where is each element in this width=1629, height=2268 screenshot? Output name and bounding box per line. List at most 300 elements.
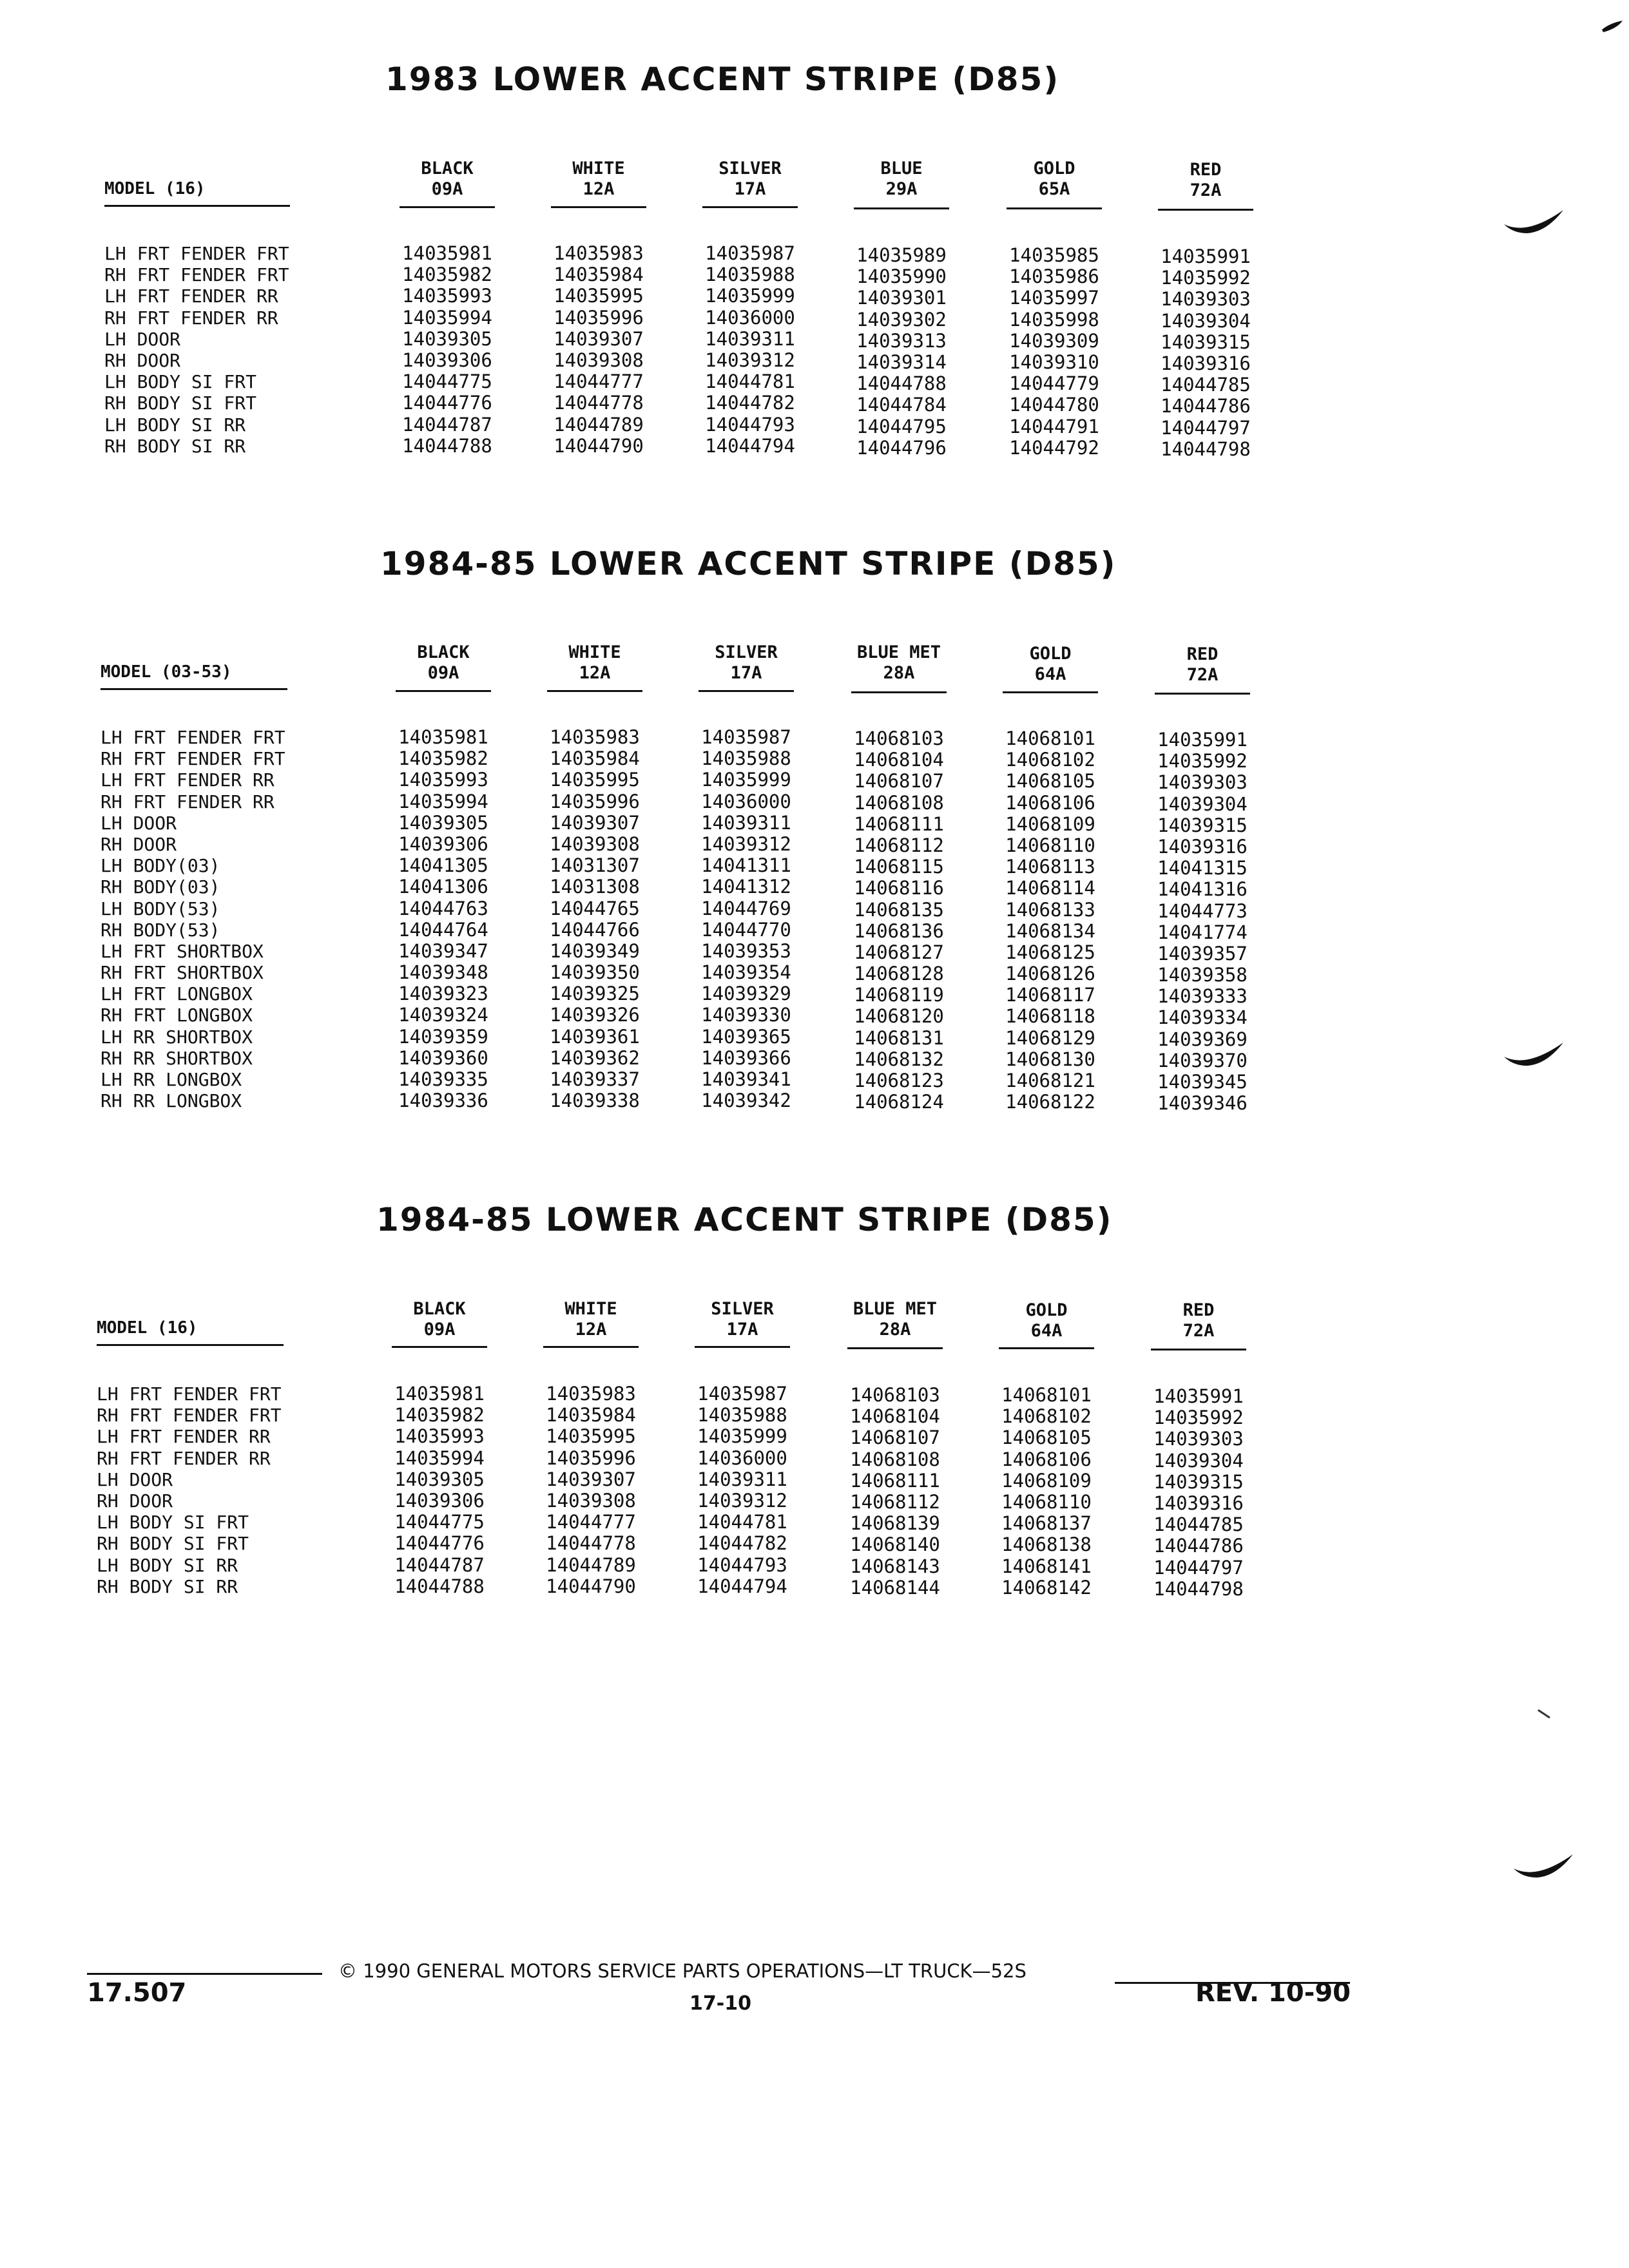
column-rule: [400, 206, 495, 208]
column-values-black: [383, 243, 512, 457]
part-number: 14039308: [550, 832, 640, 855]
part-number: 14044778: [554, 392, 644, 414]
part-number: 14068102: [1005, 749, 1095, 771]
part-number: 14039347: [398, 939, 488, 962]
part-number: 14068104: [850, 1405, 940, 1428]
row-label: RH FRT FENDER RR: [101, 791, 275, 812]
part-number: 14035992: [1161, 267, 1251, 289]
column-code: 29A: [885, 179, 918, 199]
column-values-silver: [678, 1383, 807, 1597]
row-label: RH FRT FENDER RR: [104, 307, 278, 329]
part-number: 14035989: [856, 244, 947, 266]
column-values-gold: [990, 245, 1119, 459]
column-rule: [851, 691, 947, 693]
part-number: 14039307: [554, 327, 644, 350]
part-number: 14044763: [398, 897, 488, 919]
row-label: LH FRT FENDER RR: [97, 1426, 271, 1448]
part-number: 14041312: [701, 876, 791, 898]
column-header-red: [1138, 644, 1267, 686]
part-number: 14044784: [856, 394, 947, 416]
column-code: 17A: [726, 1320, 758, 1340]
part-number: 14068130: [1005, 1048, 1095, 1070]
row-label: LH BODY(53): [101, 898, 220, 919]
part-number: 14039333: [1157, 985, 1248, 1008]
part-number: 14035999: [701, 769, 791, 791]
part-number: 14044765: [550, 897, 640, 919]
part-number: 14068135: [854, 898, 944, 921]
column-rule: [1155, 693, 1250, 695]
part-number: 14068101: [1005, 727, 1095, 749]
part-number: 14044793: [705, 413, 795, 436]
column-code: 64A: [1034, 664, 1066, 684]
part-number: 14035986: [1009, 265, 1099, 288]
part-number: 14035999: [697, 1425, 787, 1448]
part-number: 14035992: [1157, 750, 1248, 773]
footer-page-number: 17.507: [87, 1978, 187, 2008]
column-header-blue-met: [831, 1299, 959, 1340]
column-name: BLACK: [413, 1299, 466, 1319]
column-name: RED: [1190, 160, 1222, 180]
part-number: 14035983: [546, 1383, 636, 1405]
part-number: 14035993: [398, 769, 488, 791]
part-number: 14031308: [550, 876, 640, 898]
part-number: 14039308: [546, 1489, 636, 1512]
part-number: 14068127: [854, 941, 944, 963]
part-number: 14039354: [701, 961, 791, 984]
part-number: 14068116: [854, 877, 944, 899]
column-values-white: [526, 1383, 655, 1597]
punch-mark-3: [1511, 1850, 1576, 1883]
column-rule: [695, 1346, 790, 1348]
part-number: 14039369: [1157, 1028, 1248, 1050]
column-values-gold: [982, 1385, 1111, 1599]
part-number: 14039324: [398, 1004, 488, 1026]
column-name: GOLD: [1029, 644, 1072, 664]
row-label: LH BODY SI RR: [97, 1554, 238, 1576]
row-label: LH FRT SHORTBOX: [101, 940, 264, 962]
part-number: 14068111: [854, 812, 944, 835]
part-number: 14035982: [398, 747, 488, 770]
row-label: RH FRT FENDER FRT: [104, 264, 289, 286]
column-values-silver: [682, 727, 811, 1111]
part-number: 14044776: [394, 1532, 485, 1555]
part-number: 14068129: [1005, 1026, 1095, 1049]
part-number: 14035991: [1157, 729, 1248, 751]
part-number: 14035988: [701, 747, 791, 770]
part-number: 14044798: [1161, 437, 1251, 460]
column-rule: [999, 1347, 1094, 1349]
part-number: 14035995: [554, 285, 644, 307]
column-code: 72A: [1186, 665, 1219, 685]
part-number: 14068103: [850, 1384, 940, 1406]
part-number: 14044789: [554, 413, 644, 436]
column-rule: [854, 207, 949, 209]
model-header: MODEL (03-53): [101, 662, 232, 682]
part-number: 14035997: [1009, 287, 1099, 309]
row-label: LH RR LONGBOX: [101, 1069, 242, 1090]
part-number: 14068109: [1001, 1469, 1092, 1492]
row-label: LH FRT LONGBOX: [101, 983, 253, 1005]
column-header-blue: [837, 159, 966, 200]
column-name: BLUE: [880, 159, 923, 178]
column-header-black: [379, 642, 508, 684]
part-number: 14035981: [402, 242, 492, 264]
part-number: 14068102: [1001, 1405, 1092, 1428]
column-name: SILVER: [711, 1299, 774, 1319]
part-number: 14039307: [546, 1468, 636, 1490]
part-number: 14039306: [394, 1489, 485, 1512]
column-name: BLUE MET: [853, 1299, 938, 1319]
part-number: 14041774: [1157, 921, 1248, 943]
part-number: 14068125: [1005, 941, 1095, 963]
column-values-black: [379, 727, 508, 1111]
part-number: 14068111: [850, 1469, 940, 1492]
part-number: 14068143: [850, 1555, 940, 1577]
column-name: GOLD: [1033, 159, 1075, 178]
part-number: 14068137: [1001, 1512, 1092, 1535]
part-number: 14044764: [398, 918, 488, 941]
section-title: 1983 LOWER ACCENT STRIPE (D85): [385, 61, 1060, 98]
column-rule: [699, 690, 794, 692]
column-code: 12A: [579, 663, 611, 683]
row-label: LH FRT FENDER FRT: [101, 727, 285, 748]
part-number: 14044775: [394, 1511, 485, 1533]
column-header-silver: [678, 1299, 807, 1340]
part-number: 14044787: [394, 1553, 485, 1576]
column-name: BLACK: [421, 159, 474, 178]
part-number: 14039329: [701, 983, 791, 1005]
row-label: RH FRT SHORTBOX: [101, 962, 264, 984]
part-number: 14035984: [546, 1404, 636, 1427]
column-code: 72A: [1190, 180, 1222, 200]
part-number: 14035994: [402, 306, 492, 329]
row-label: RH DOOR: [101, 833, 177, 855]
part-number: 14039335: [398, 1068, 488, 1090]
column-header-blue-met: [834, 642, 963, 684]
column-values-red: [1134, 1386, 1263, 1600]
part-number: 14039305: [394, 1468, 485, 1490]
part-number: 14044787: [402, 413, 492, 436]
column-rule: [702, 206, 798, 208]
column-code: 17A: [730, 663, 762, 683]
part-number: 14044782: [697, 1532, 787, 1555]
row-label: LH FRT FENDER RR: [101, 769, 275, 791]
column-header-white: [534, 159, 663, 200]
column-rule: [551, 206, 646, 208]
column-code: 28A: [883, 663, 915, 683]
part-number: 14068139: [850, 1512, 940, 1535]
part-number: 14035983: [554, 242, 644, 264]
model-header-rule: [97, 1344, 284, 1346]
row-label: RH BODY SI RR: [104, 435, 246, 457]
column-values-blue: [837, 245, 966, 459]
part-number: 14068110: [1001, 1490, 1092, 1513]
part-number: 14035994: [394, 1446, 485, 1469]
part-number: 14035990: [856, 265, 947, 288]
column-values-blue-met: [831, 1385, 959, 1599]
part-number: 14068108: [850, 1448, 940, 1470]
model-header: MODEL (16): [104, 179, 206, 198]
part-number: 14044790: [554, 434, 644, 457]
column-rule: [847, 1347, 943, 1349]
part-number: 14036000: [701, 790, 791, 812]
column-header-red: [1141, 160, 1270, 201]
part-number: 14039323: [398, 983, 488, 1005]
part-number: 14039303: [1161, 288, 1251, 311]
column-code: 12A: [575, 1320, 607, 1340]
part-number: 14044795: [856, 415, 947, 437]
section-title: 1984-85 LOWER ACCENT STRIPE (D85): [380, 545, 1117, 582]
part-number: 14039337: [550, 1068, 640, 1090]
part-number: 14068109: [1005, 812, 1095, 835]
part-number: 14044778: [546, 1532, 636, 1555]
part-number: 14039304: [1161, 309, 1251, 332]
part-number: 14035995: [546, 1425, 636, 1448]
part-number: 14044777: [546, 1511, 636, 1533]
part-number: 14068141: [1001, 1555, 1092, 1577]
part-number: 14039370: [1157, 1049, 1248, 1072]
column-header-red: [1134, 1300, 1263, 1341]
column-name: WHITE: [564, 1299, 617, 1319]
column-values-silver: [686, 243, 815, 457]
part-number: 14044793: [697, 1553, 787, 1576]
part-number: 14044788: [402, 434, 492, 457]
section-title: 1984-85 LOWER ACCENT STRIPE (D85): [376, 1201, 1113, 1238]
part-number: 14044792: [1009, 436, 1099, 459]
part-number: 14039306: [398, 832, 488, 855]
column-code: 12A: [583, 179, 615, 199]
part-number: 14039304: [1153, 1449, 1244, 1472]
part-number: 14068113: [1005, 856, 1095, 878]
part-number: 14039341: [701, 1068, 791, 1090]
part-number: 14044780: [1009, 394, 1099, 416]
part-number: 14039304: [1157, 793, 1248, 815]
row-labels: [104, 243, 289, 457]
column-name: BLACK: [417, 642, 470, 662]
footer-copyright: © 1990 GENERAL MOTORS SERVICE PARTS OPERATIONS—LT TRUCK—52S: [338, 1960, 1027, 1982]
part-number: 14068128: [854, 963, 944, 985]
part-number: 14039303: [1157, 771, 1248, 794]
part-number: 14039311: [697, 1468, 787, 1490]
column-code: 09A: [427, 663, 459, 683]
part-number: 14035981: [394, 1383, 485, 1405]
part-number: 14035998: [1009, 308, 1099, 331]
column-rule: [1151, 1349, 1246, 1350]
part-number: 14039357: [1157, 942, 1248, 965]
column-code: 72A: [1182, 1321, 1215, 1341]
part-number: 14044777: [554, 370, 644, 393]
column-header-silver: [682, 642, 811, 684]
part-number: 14044791: [1009, 415, 1099, 437]
part-number: 14068107: [850, 1427, 940, 1449]
part-number: 14041316: [1157, 878, 1248, 901]
part-number: 14039309: [1009, 329, 1099, 352]
part-number: 14044769: [701, 897, 791, 919]
part-number: 14039349: [550, 939, 640, 962]
part-number: 14044785: [1161, 374, 1251, 396]
part-number: 14068120: [854, 1005, 944, 1028]
part-number: 14044785: [1153, 1514, 1244, 1536]
row-labels: [101, 727, 285, 1111]
footer-revision: REV. 10-90: [1195, 1978, 1351, 2008]
part-number: 14044790: [546, 1575, 636, 1597]
part-number: 14068104: [854, 749, 944, 771]
column-values-red: [1141, 246, 1270, 460]
column-rule: [1003, 691, 1098, 693]
part-number: 14039305: [398, 811, 488, 834]
part-number: 14039365: [701, 1025, 791, 1048]
part-number: 14035984: [550, 747, 640, 770]
part-number: 14035987: [697, 1383, 787, 1405]
row-label: LH DOOR: [101, 812, 177, 834]
part-number: 14044775: [402, 370, 492, 393]
row-label: LH FRT FENDER RR: [104, 285, 278, 307]
part-number: 14039316: [1161, 352, 1251, 374]
part-number: 14039361: [550, 1025, 640, 1048]
part-number: 14039310: [1009, 351, 1099, 373]
part-number: 14041306: [398, 876, 488, 898]
part-number: 14035988: [697, 1404, 787, 1427]
part-number: 14068114: [1005, 877, 1095, 899]
part-number: 14039313: [856, 329, 947, 352]
part-number: 14039316: [1157, 835, 1248, 858]
part-number: 14039311: [705, 327, 795, 350]
part-number: 14039308: [554, 349, 644, 371]
row-label: RH BODY(53): [101, 919, 220, 941]
part-number: 14039326: [550, 1004, 640, 1026]
row-label: RH FRT FENDER RR: [97, 1447, 271, 1469]
punch-mark-top-corner: [1601, 19, 1624, 35]
column-values-gold: [986, 728, 1115, 1113]
row-label: LH FRT FENDER FRT: [104, 243, 289, 264]
part-number: 14068123: [854, 1070, 944, 1091]
part-number: 14068112: [850, 1490, 940, 1513]
part-number: 14039312: [697, 1489, 787, 1512]
part-number: 14039312: [705, 349, 795, 371]
part-number: 14068119: [854, 984, 944, 1006]
part-number: 14035988: [705, 264, 795, 286]
scan-speck: [1537, 1707, 1552, 1720]
column-rule: [396, 690, 491, 692]
part-number: 14044781: [697, 1511, 787, 1533]
part-number: 14039303: [1153, 1428, 1244, 1450]
column-header-black: [383, 159, 512, 200]
part-number: 14031307: [550, 854, 640, 877]
part-number: 14035984: [554, 264, 644, 286]
row-label: RH BODY SI FRT: [97, 1533, 249, 1555]
part-number: 14035983: [550, 726, 640, 748]
part-number: 14068132: [854, 1048, 944, 1070]
row-label: LH DOOR: [104, 328, 181, 350]
part-number: 14044779: [1009, 372, 1099, 395]
column-name: RED: [1186, 644, 1219, 664]
part-number: 14039330: [701, 1004, 791, 1026]
part-number: 14039366: [701, 1046, 791, 1069]
part-number: 14035982: [402, 264, 492, 286]
part-number: 14068115: [854, 856, 944, 878]
part-number: 14035995: [550, 769, 640, 791]
column-rule: [543, 1346, 639, 1348]
part-number: 14039353: [701, 939, 791, 962]
column-rule: [1007, 207, 1102, 209]
column-values-black: [375, 1383, 504, 1597]
part-number: 14044798: [1153, 1577, 1244, 1600]
row-label: RH BODY SI RR: [97, 1575, 238, 1597]
part-number: 14039346: [1157, 1092, 1248, 1115]
part-number: 14039338: [550, 1090, 640, 1112]
part-number: 14068106: [1001, 1448, 1092, 1470]
part-number: 14041311: [701, 854, 791, 877]
row-label: RH BODY(03): [101, 876, 220, 898]
part-number: 14035991: [1161, 245, 1251, 267]
part-number: 14044788: [856, 372, 947, 395]
part-number: 14068144: [850, 1576, 940, 1599]
part-number: 14039350: [550, 961, 640, 984]
punch-mark-2: [1501, 1039, 1566, 1071]
part-number: 14068124: [854, 1091, 944, 1113]
part-number: 14039305: [402, 327, 492, 350]
row-label: RH BODY SI FRT: [104, 392, 257, 414]
row-label: RH FRT FENDER FRT: [97, 1405, 282, 1427]
part-number: 14039316: [1153, 1492, 1244, 1514]
row-label: RH FRT LONGBOX: [101, 1004, 253, 1026]
part-number: 14044788: [394, 1575, 485, 1597]
column-code: 65A: [1038, 179, 1070, 199]
column-header-silver: [686, 159, 815, 200]
part-number: 14044770: [701, 918, 791, 941]
part-number: 14039315: [1157, 814, 1248, 836]
part-number: 14035982: [394, 1404, 485, 1427]
part-number: 14068138: [1001, 1533, 1092, 1556]
part-number: 14068121: [1005, 1070, 1095, 1091]
column-name: GOLD: [1025, 1300, 1068, 1320]
part-number: 14044766: [550, 918, 640, 941]
row-label: LH BODY SI RR: [104, 414, 246, 436]
part-number: 14039345: [1157, 1071, 1248, 1093]
part-number: 14039336: [398, 1090, 488, 1112]
row-labels: [97, 1383, 282, 1597]
part-number: 14039342: [701, 1090, 791, 1112]
column-name: WHITE: [568, 642, 621, 662]
column-rule: [1158, 209, 1253, 211]
part-number: 14068134: [1005, 919, 1095, 942]
part-number: 14044797: [1161, 416, 1251, 439]
part-number: 14068103: [854, 727, 944, 749]
part-number: 14068110: [1005, 834, 1095, 856]
part-number: 14044776: [402, 392, 492, 414]
part-number: 14068140: [850, 1533, 940, 1556]
part-number: 14044786: [1161, 395, 1251, 418]
column-code: 28A: [879, 1320, 911, 1340]
part-number: 14036000: [705, 306, 795, 329]
column-values-white: [534, 243, 663, 457]
row-label: LH RR SHORTBOX: [101, 1026, 253, 1048]
part-number: 14039307: [550, 811, 640, 834]
part-number: 14044796: [856, 436, 947, 459]
part-number: 14068118: [1005, 1005, 1095, 1028]
part-number: 14035996: [554, 306, 644, 329]
part-number: 14068101: [1001, 1384, 1092, 1406]
column-name: SILVER: [715, 642, 778, 662]
part-number: 14039359: [398, 1025, 488, 1048]
column-code: 09A: [431, 179, 463, 199]
row-label: LH BODY(03): [101, 855, 220, 877]
part-number: 14039315: [1153, 1470, 1244, 1493]
part-number: 14068142: [1001, 1576, 1092, 1599]
column-rule: [547, 690, 642, 692]
part-number: 14044794: [697, 1575, 787, 1597]
part-number: 14039312: [701, 832, 791, 855]
